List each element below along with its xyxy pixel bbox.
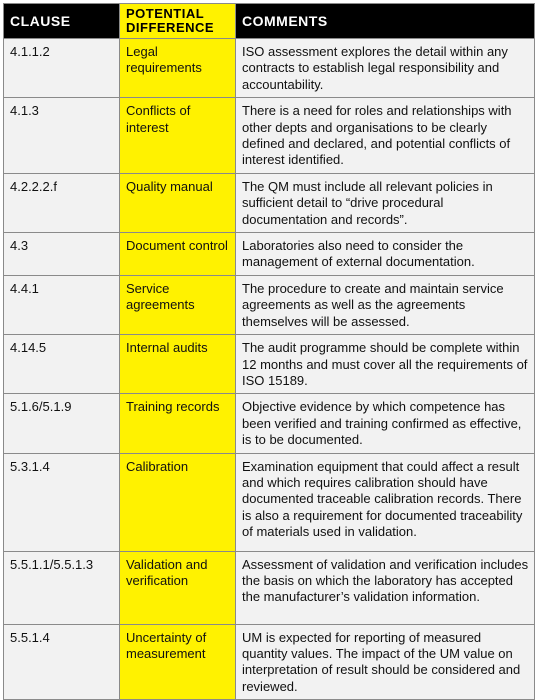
comment-cell: Examination equipment that could affect a result and which requires calibration should have documented traceable calibration records. There is also a requirement for documented traceability of materials used in validation. xyxy=(236,453,535,551)
clause-cell: 4.4.1 xyxy=(4,275,120,334)
header-row xyxy=(4,4,535,39)
clause-differences-table xyxy=(3,3,535,700)
comment-cell: The procedure to create and maintain service agreements as well as the agreements themselves will be assessed. xyxy=(236,275,535,334)
difference-cell: Quality manual xyxy=(120,173,236,232)
difference-cell: Service agreements xyxy=(120,275,236,334)
header-comments: COMMENTS xyxy=(236,4,535,39)
clause-cell: 4.1.1.2 xyxy=(4,39,120,98)
comment-cell: UM is expected for reporting of measured quantity values. The impact of the UM value on interpretation of result should be considered and reviewed. xyxy=(236,624,535,700)
difference-cell: Uncertainty of measurement xyxy=(120,624,236,700)
table-row xyxy=(4,233,535,276)
difference-cell: Calibration xyxy=(120,453,236,551)
table-row xyxy=(4,98,535,174)
clause-cell: 5.3.1.4 xyxy=(4,453,120,551)
header-potential-difference: POTENTIAL DIFFERENCE xyxy=(120,4,236,39)
table-row xyxy=(4,275,535,334)
difference-cell: Conflicts of interest xyxy=(120,98,236,174)
header-clause: CLAUSE xyxy=(4,4,120,39)
comment-cell: The audit programme should be complete within 12 months and must cover all the requirements of ISO 15189. xyxy=(236,335,535,394)
clause-cell: 4.14.5 xyxy=(4,335,120,394)
difference-cell: Document control xyxy=(120,233,236,276)
comment-cell: Objective evidence by which competence has been verified and training confirmed as effective, is to be documented. xyxy=(236,394,535,453)
clause-cell: 5.5.1.1/5.5.1.3 xyxy=(4,551,120,624)
clause-cell: 4.3 xyxy=(4,233,120,276)
difference-cell: Legal requirements xyxy=(120,39,236,98)
comment-cell: There is a need for roles and relationships with other depts and organisations to be clearly defined and declared, and potential conflicts of interest identified. xyxy=(236,98,535,174)
table-row xyxy=(4,453,535,551)
clause-cell: 4.2.2.2.f xyxy=(4,173,120,232)
comment-cell: ISO assessment explores the detail within any contracts to establish legal responsibility and accountability. xyxy=(236,39,535,98)
clause-cell: 5.5.1.4 xyxy=(4,624,120,700)
difference-cell: Validation and verification xyxy=(120,551,236,624)
table-row xyxy=(4,624,535,700)
clause-cell: 4.1.3 xyxy=(4,98,120,174)
comment-cell: Laboratories also need to consider the management of external documentation. xyxy=(236,233,535,276)
comment-cell: Assessment of validation and verification includes the basis on which the laboratory has accepted the manufacturer’s validation information. xyxy=(236,551,535,624)
clause-cell: 5.1.6/5.1.9 xyxy=(4,394,120,453)
difference-cell: Training records xyxy=(120,394,236,453)
table-row xyxy=(4,394,535,453)
table-row xyxy=(4,551,535,624)
table-row xyxy=(4,335,535,394)
difference-cell: Internal audits xyxy=(120,335,236,394)
table-row xyxy=(4,39,535,98)
table-row xyxy=(4,173,535,232)
comment-cell: The QM must include all relevant policies in sufficient detail to “drive procedural documentation and records”. xyxy=(236,173,535,232)
